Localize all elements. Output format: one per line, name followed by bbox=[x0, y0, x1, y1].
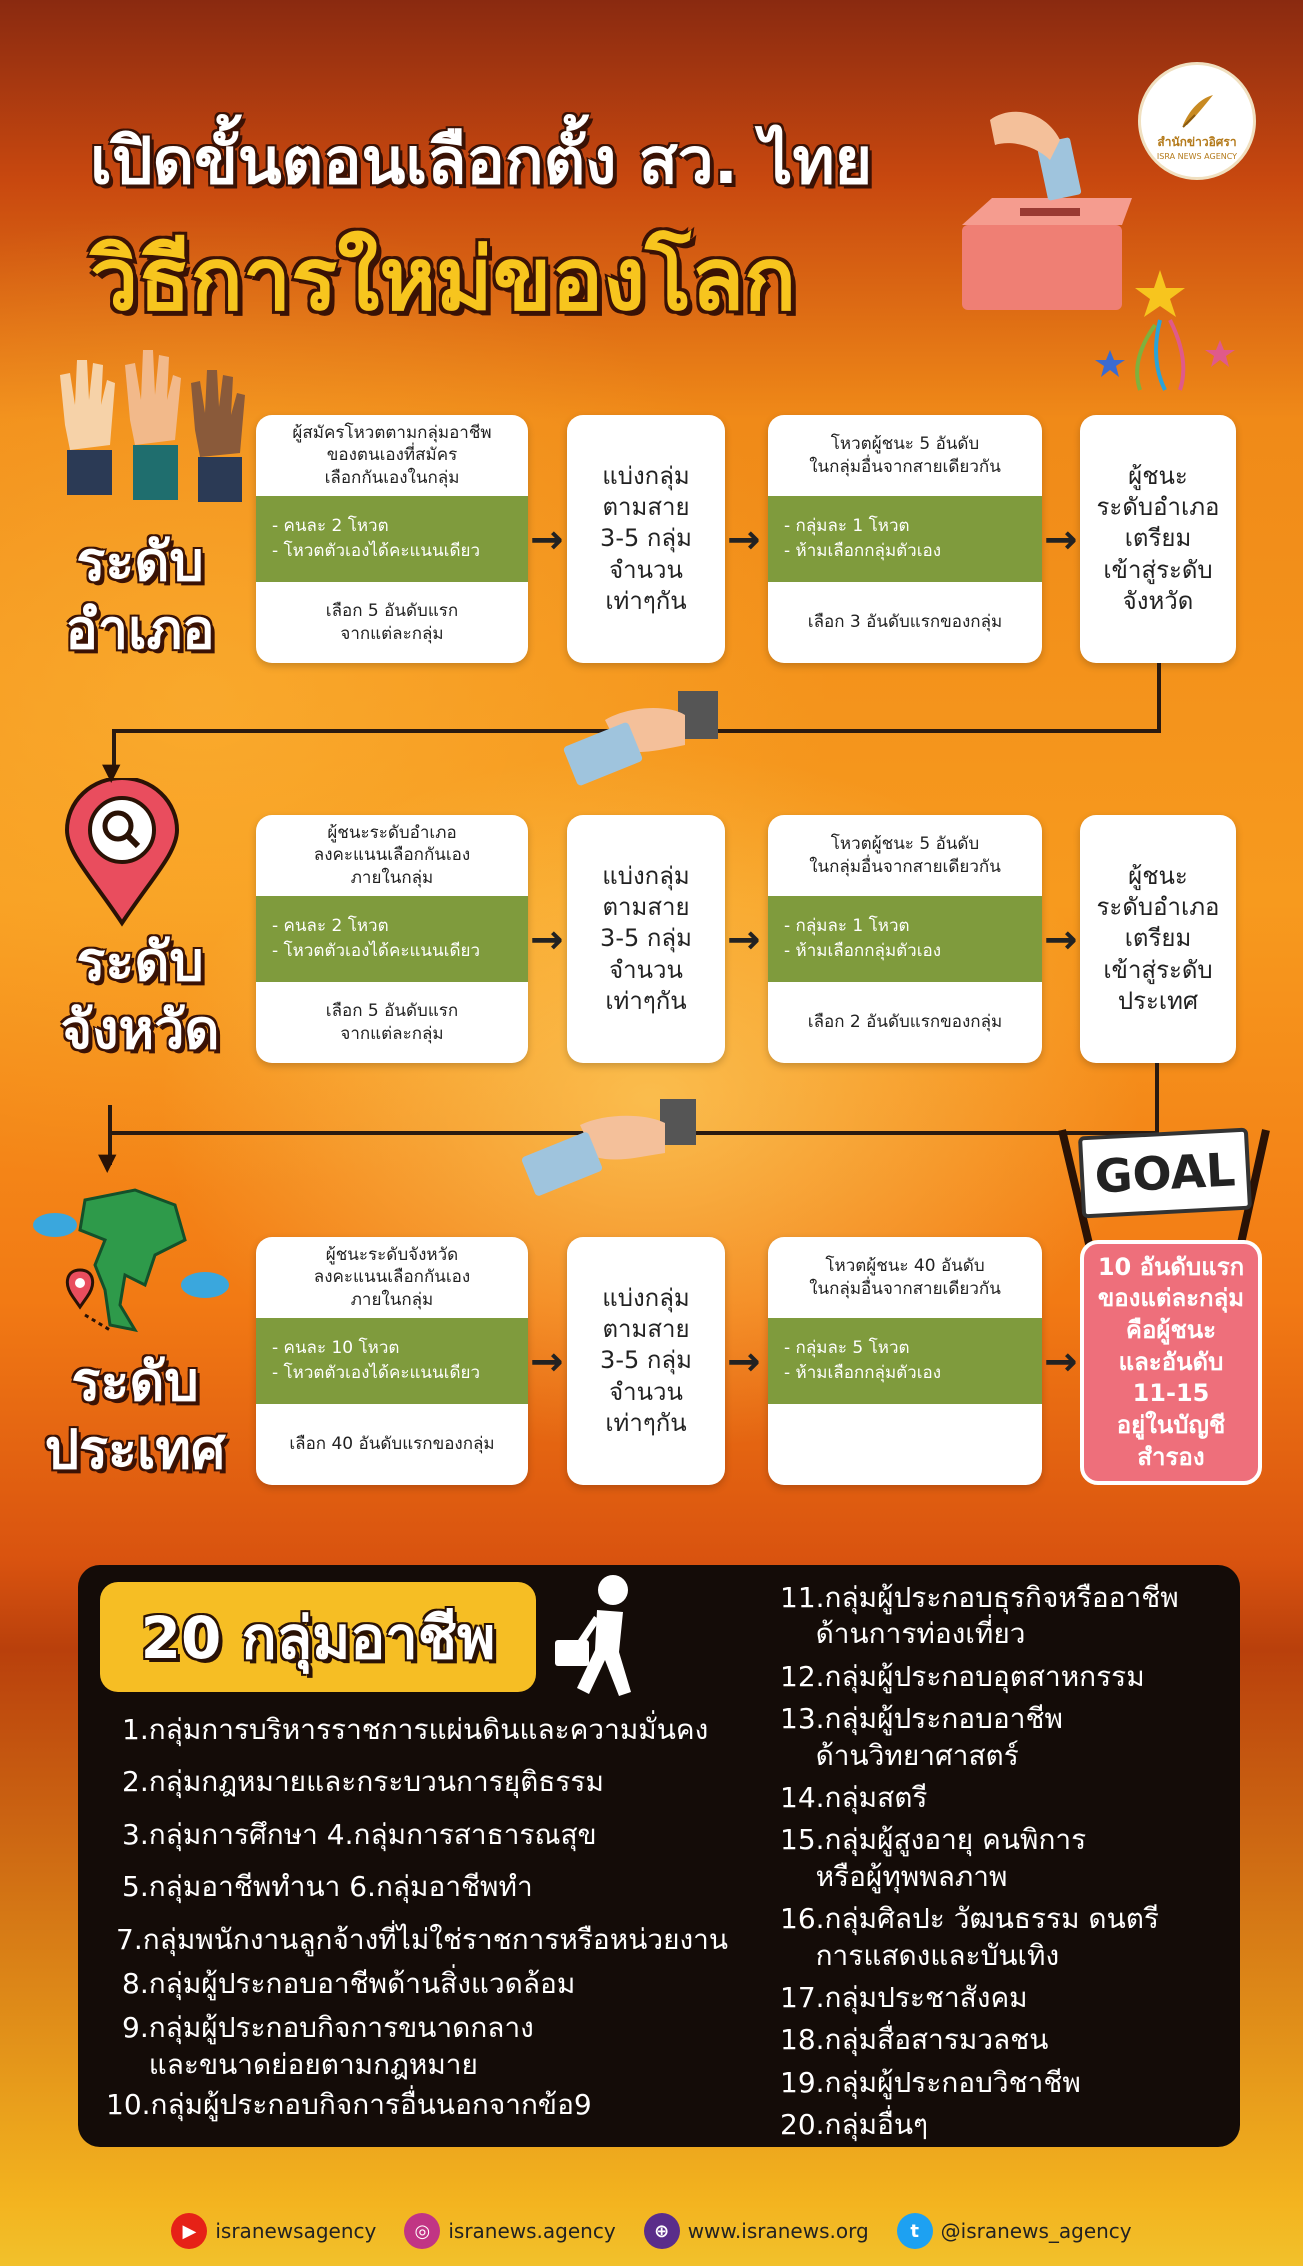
title-line-1: เปิดขั้นตอนเลือกตั้ง สว. ไทย bbox=[90, 125, 873, 199]
title-line-2: วิธีการใหม่ของโลก bbox=[90, 230, 797, 330]
occupations-title: 20 กลุ่มอาชีพ bbox=[100, 1582, 536, 1692]
level-1-step-3-rule-2: - ห้ามเลือกกลุ่มตัวเอง bbox=[784, 541, 942, 561]
level-1-label-line2: อำเภอ bbox=[65, 597, 215, 661]
occupation-item: 20.กลุ่มอื่นๆ bbox=[780, 2108, 929, 2142]
occupation-item: 16.กลุ่มศิลปะ วัฒนธรรม ดนตรี bbox=[780, 1902, 1159, 1936]
footer-twitter-handle: @isranews_agency bbox=[940, 2219, 1132, 2243]
level-1-label bbox=[40, 528, 240, 663]
level-2-step-4-card: ผู้ชนะ ระดับอำเภอ เตรียม เข้าสู่ระดับ ประเทศ bbox=[1080, 815, 1236, 1063]
occupation-item: 1.กลุ่มการบริหารราชการแผ่นดินและความมั่นคง bbox=[122, 1713, 709, 1746]
level-2-label-line2: จังหวัด bbox=[60, 997, 220, 1061]
arrow-icon: → bbox=[1044, 917, 1078, 963]
youtube-icon: ▶ bbox=[171, 2213, 207, 2249]
level-2-step-3-rule-1: - กลุ่มละ 1 โหวต bbox=[784, 915, 910, 936]
level-1-step-1-rule-2: - โหวตตัวเองได้คะแนนเดียว bbox=[272, 541, 481, 561]
level-2-step-3-top: โหวตผู้ชนะ 5 อันดับ ในกลุ่มอื่นจากสายเดียวกัน bbox=[809, 834, 1001, 877]
level-1-step-3-bottom: เลือก 3 อันดับแรกของกลุ่ม bbox=[807, 612, 1003, 633]
level-3-step-1-bottom: เลือก 40 อันดับแรกของกลุ่ม bbox=[289, 1434, 495, 1455]
occupation-item-continued: ด้านการท่องเที่ยว bbox=[780, 1617, 1026, 1651]
occupation-item: 12.กลุ่มผู้ประกอบอุตสาหกรรม bbox=[780, 1659, 1145, 1693]
level-3-step-1-rule-1: - คนละ 10 โหวต bbox=[272, 1337, 400, 1358]
arrow-icon: → bbox=[530, 917, 564, 963]
fireworks-icon bbox=[1090, 250, 1250, 400]
occupations-list-left bbox=[106, 1712, 729, 2124]
arrow-icon: → bbox=[727, 1339, 761, 1385]
occupation-item: 7.กลุ่มพนักงานลูกจ้างที่ไม่ใช่ราชการหรือหน่วยงาน bbox=[116, 1922, 729, 1956]
level-3-label-line1: ระดับ bbox=[71, 1350, 199, 1413]
level-3-step-1-rules bbox=[256, 1318, 528, 1404]
quill-icon bbox=[1175, 89, 1219, 133]
arrow-down-icon: ▼ bbox=[102, 758, 121, 786]
footer-youtube-handle: isranewsagency bbox=[215, 2219, 377, 2243]
level-2-step-3-card bbox=[768, 815, 1042, 1063]
level-3-label-line2: ประเทศ bbox=[44, 1417, 226, 1481]
occupation-item: 8.กลุ่มผู้ประกอบอาชีพด้านสิ่งแวดล้อม bbox=[122, 1966, 576, 2000]
arrow-icon: → bbox=[727, 517, 761, 563]
arrow-icon: → bbox=[530, 1339, 564, 1385]
arrow-icon: → bbox=[1044, 1339, 1078, 1385]
level-2-step-1-card bbox=[256, 815, 528, 1063]
isra-logo bbox=[1138, 62, 1256, 180]
level-2-step-3-bottom: เลือก 2 อันดับแรกของกลุ่ม bbox=[807, 1012, 1003, 1033]
level-3-step-1-top: ผู้ชนะระดับจังหวัด ลงคะแนนเลือกกันเอง ภายในกลุ่ม bbox=[313, 1245, 471, 1310]
level-2-step-1-top: ผู้ชนะระดับอำเภอ ลงคะแนนเลือกกันเอง ภายในกลุ่ม bbox=[313, 823, 471, 888]
level-3-step-3-card bbox=[768, 1237, 1042, 1485]
level-3-label bbox=[15, 1348, 255, 1483]
footer-website-url: www.isranews.org bbox=[687, 2219, 869, 2243]
goal-result-box: 10 อันดับแรก ของแต่ละกลุ่ม คือผู้ชนะ และอันดับ 11-15 อยู่ในบัญชี สำรอง bbox=[1080, 1240, 1262, 1485]
level-1-step-1-bottom: เลือก 5 อันดับแรก จากแต่ละกลุ่ม bbox=[325, 601, 459, 644]
footer-youtube[interactable] bbox=[171, 2213, 376, 2249]
ballot-hand-icon bbox=[560, 685, 740, 795]
level-1-step-3-top: โหวตผู้ชนะ 5 อันดับ ในกลุ่มอื่นจากสายเดียวกัน bbox=[809, 434, 1001, 477]
level-3-step-3-rule-2: - ห้ามเลือกกลุ่มตัวเอง bbox=[784, 1363, 942, 1383]
level-1-step-3-rule-1: - กลุ่มละ 1 โหวต bbox=[784, 515, 910, 536]
occupation-item-continued: และขนาดย่อยตามกฎหมาย bbox=[122, 2047, 478, 2081]
occupation-item: 14.กลุ่มสตรี bbox=[780, 1780, 928, 1814]
level-3-step-1-rule-2: - โหวตตัวเองได้คะแนนเดียว bbox=[272, 1363, 481, 1383]
raised-hands-icon bbox=[45, 345, 255, 510]
map-pin-icon bbox=[62, 778, 182, 928]
occupation-item: 11.กลุ่มผู้ประกอบธุรกิจหรืออาชีพ bbox=[780, 1581, 1179, 1614]
level-2-step-2-card: แบ่งกลุ่ม ตามสาย 3-5 กลุ่ม จำนวน เท่าๆกัน bbox=[567, 815, 725, 1063]
footer-twitter[interactable] bbox=[897, 2213, 1132, 2249]
footer-social-bar bbox=[0, 2196, 1303, 2266]
level-1-step-1-rule-1: - คนละ 2 โหวต bbox=[272, 515, 389, 536]
level-3-step-3-bottom bbox=[768, 1404, 1042, 1485]
occupation-item: 13.กลุ่มผู้ประกอบอาชีพ bbox=[780, 1702, 1063, 1736]
globe-icon: ⊕ bbox=[644, 2213, 680, 2249]
occupation-item-continued: ด้านวิทยาศาสตร์ bbox=[780, 1738, 1019, 1772]
occupation-item-continued: การแสดงและบันเทิง bbox=[780, 1938, 1060, 1972]
ballot-hand-icon bbox=[520, 1095, 700, 1205]
level-1-step-3-rules bbox=[768, 496, 1042, 582]
level-1-step-1-top: ผู้สมัครโหวตตามกลุ่มอาชีพ ของตนเองที่สมัคร เลือกกันเองในกลุ่ม bbox=[292, 423, 492, 488]
twitter-icon: t bbox=[897, 2213, 933, 2249]
level-2-step-3-rules bbox=[768, 896, 1042, 982]
level-2-step-1-bottom: เลือก 5 อันดับแรก จากแต่ละกลุ่ม bbox=[325, 1001, 459, 1044]
level-2-step-1-rules bbox=[256, 896, 528, 982]
level-1-step-2-card: แบ่งกลุ่ม ตามสาย 3-5 กลุ่ม จำนวน เท่าๆกัน bbox=[567, 415, 725, 663]
goal-flag: GOAL bbox=[1078, 1128, 1252, 1219]
footer-website[interactable] bbox=[644, 2213, 869, 2249]
level-1-step-1-rules bbox=[256, 496, 528, 582]
level-2-label bbox=[20, 928, 260, 1063]
occupation-item: 3.กลุ่มการศึกษา 4.กลุ่มการสาธารณสุข bbox=[122, 1817, 597, 1851]
occupation-item: 2.กลุ่มกฎหมายและกระบวนการยุติธรรม bbox=[122, 1765, 604, 1799]
level-3-step-3-rules bbox=[768, 1318, 1042, 1404]
level-3-step-2-card: แบ่งกลุ่ม ตามสาย 3-5 กลุ่ม จำนวน เท่าๆกัน bbox=[567, 1237, 725, 1485]
level-2-step-3-rule-2: - ห้ามเลือกกลุ่มตัวเอง bbox=[784, 941, 942, 961]
footer-instagram[interactable] bbox=[404, 2213, 615, 2249]
level-2-step-1-rule-2: - โหวตตัวเองได้คะแนนเดียว bbox=[272, 941, 481, 961]
instagram-icon: ◎ bbox=[404, 2213, 440, 2249]
connector-line bbox=[1157, 663, 1161, 731]
occupation-item: 9.กลุ่มผู้ประกอบกิจการขนาดกลาง bbox=[122, 2011, 534, 2045]
occupation-item: 5.กลุ่มอาชีพทำนา 6.กลุ่มอาชีพทำ bbox=[122, 1870, 533, 1904]
arrow-icon: → bbox=[727, 917, 761, 963]
level-1-step-4-card: ผู้ชนะ ระดับอำเภอ เตรียม เข้าสู่ระดับ จังหวัด bbox=[1080, 415, 1236, 663]
occupation-item: 10.กลุ่มผู้ประกอบกิจการอื่นนอกจากข้อ9 bbox=[106, 2088, 592, 2122]
level-1-step-3-card bbox=[768, 415, 1042, 663]
level-2-step-1-rule-1: - คนละ 2 โหวต bbox=[272, 915, 389, 936]
thailand-map-icon bbox=[25, 1185, 235, 1335]
occupation-item: 18.กลุ่มสื่อสารมวลชน bbox=[780, 2023, 1049, 2057]
level-2-label-line1: ระดับ bbox=[76, 930, 204, 993]
occupation-item: 17.กลุ่มประชาสังคม bbox=[780, 1980, 1028, 2014]
occupation-item: 15.กลุ่มผู้สูงอายุ คนพิการ bbox=[780, 1823, 1087, 1857]
level-1-label-line1: ระดับ bbox=[76, 530, 204, 593]
level-3-step-3-rule-1: - กลุ่มละ 5 โหวต bbox=[784, 1337, 910, 1358]
occupation-item-continued: หรือผู้ทุพพลภาพ bbox=[780, 1859, 1008, 1893]
occupations-list-right bbox=[780, 1580, 1179, 2143]
level-3-step-1-card bbox=[256, 1237, 528, 1485]
logo-sub: ISRA NEWS AGENCY bbox=[1156, 152, 1238, 161]
level-1-step-1-card bbox=[256, 415, 528, 663]
occupation-item: 19.กลุ่มผู้ประกอบวิชาชีพ bbox=[780, 2065, 1081, 2099]
arrow-icon: → bbox=[530, 517, 564, 563]
logo-name: สำนักข่าวอิศรา bbox=[1157, 135, 1237, 149]
level-3-step-3-top: โหวตผู้ชนะ 40 อันดับ ในกลุ่มอื่นจากสายเดียวกัน bbox=[809, 1256, 1001, 1299]
arrow-icon: → bbox=[1044, 517, 1078, 563]
footer-instagram-handle: isranews.agency bbox=[448, 2219, 616, 2243]
walking-businessman-icon bbox=[545, 1572, 655, 1707]
arrow-down-icon: ▼ bbox=[98, 1148, 117, 1176]
